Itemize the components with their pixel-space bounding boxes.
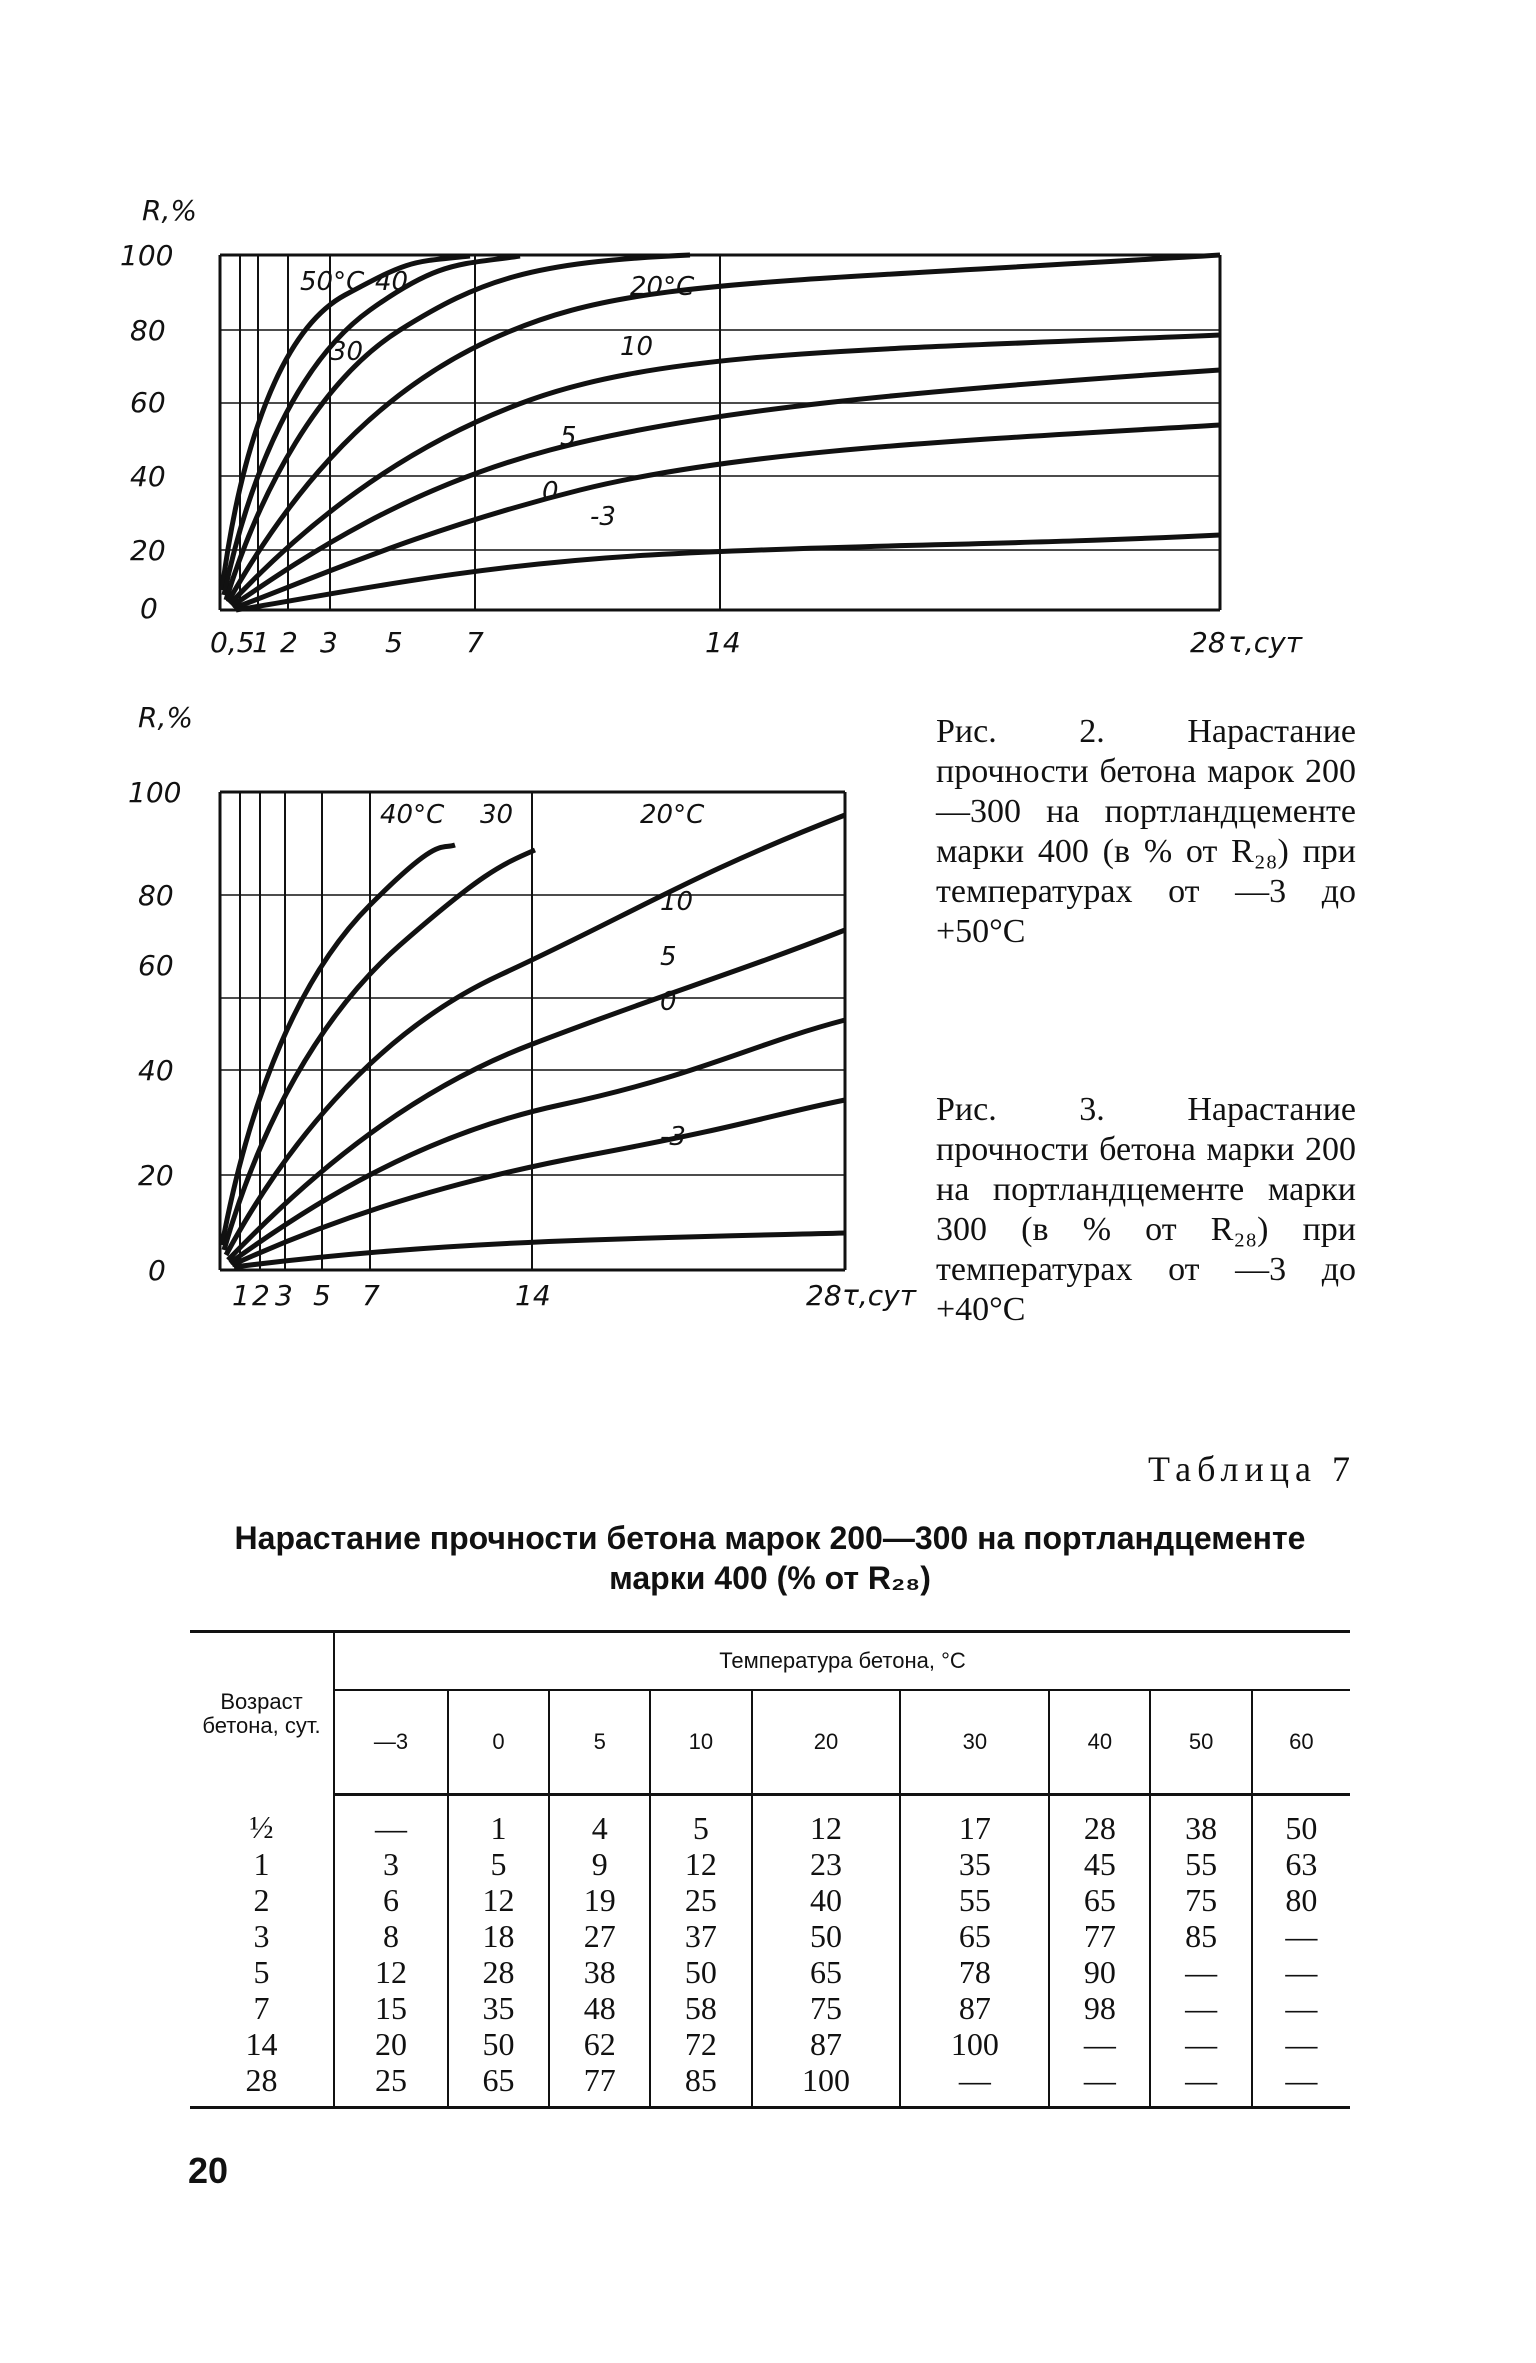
figure-3-curve-label-0: 0 <box>660 987 677 1017</box>
figure-2-y-tick-60: 60 <box>130 386 166 419</box>
figure-2-chart <box>120 190 1340 680</box>
strength-cell: — <box>1252 1954 1350 1990</box>
strength-cell: 35 <box>900 1846 1049 1882</box>
data-table <box>190 1630 1350 2109</box>
strength-cell: 12 <box>448 1882 549 1918</box>
strength-cell: — <box>1150 1990 1251 2026</box>
strength-cell: — <box>334 1795 448 1847</box>
strength-cell: — <box>1252 1918 1350 1954</box>
strength-cell: 50 <box>752 1918 901 1954</box>
figure-3-y-tick-80: 80 <box>138 879 174 912</box>
figure-2-caption: Рис. 2. Нарастание прочности бетона марок 200—300 на портландцементе марки 400 (в % от R₂₈) при температурах от —3 до +50°C <box>936 713 1356 950</box>
figure-2-y-tick-80: 80 <box>130 314 166 347</box>
figure-2-x-label: τ,сут <box>1228 626 1303 659</box>
temperature-header-row <box>190 1690 1350 1795</box>
strength-cell: 72 <box>650 2026 751 2062</box>
figure-3-curve-label-10: 10 <box>660 887 694 917</box>
figure-3-x-tick-1: 1 <box>232 1279 250 1312</box>
strength-cell: 20 <box>334 2026 448 2062</box>
age-cell: 28 <box>245 2062 278 2098</box>
figure-3-x-tick-5: 5 <box>313 1279 331 1312</box>
figure-3-y-tick-20: 20 <box>138 1159 174 1192</box>
figure-3-curve-label-40: 40°C <box>380 800 445 830</box>
strength-cell: — <box>1150 2026 1251 2062</box>
strength-cell: 65 <box>752 1954 901 1990</box>
strength-cell: 40 <box>752 1882 901 1918</box>
strength-cell: 17 <box>900 1795 1049 1847</box>
temperature-column-header: 10 <box>650 1690 751 1795</box>
strength-cell: 3 <box>334 1846 448 1882</box>
age-cell: 14 <box>245 2026 278 2062</box>
age-cell: 5 <box>253 1954 270 1990</box>
figure-2-y-label: R,% <box>142 194 197 227</box>
strength-cell: 65 <box>900 1918 1049 1954</box>
page-number: 20 <box>188 2150 229 2191</box>
figure-2-x-tick-28: 28 <box>1190 626 1226 659</box>
strength-cell: 19 <box>549 1882 650 1918</box>
strength-cell: 90 <box>1049 1954 1150 1990</box>
strength-cell: 80 <box>1252 1882 1350 1918</box>
figure-3-y-tick-100: 100 <box>128 776 182 809</box>
strength-cell: — <box>1049 2062 1150 2108</box>
figure-2-x-tick-7: 7 <box>466 626 484 659</box>
table-title: Нарастание прочности бетона марок 200—300 на портландцементе марки 400 (% от R₂₈) <box>234 1520 1306 1596</box>
figure-3-y-label: R,% <box>138 701 193 734</box>
strength-cell: — <box>1049 2026 1150 2062</box>
strength-cell: 4 <box>549 1795 650 1847</box>
strength-cell: 8 <box>334 1918 448 1954</box>
age-cell: ½ <box>249 1809 274 1846</box>
age-cell: 2 <box>253 1882 270 1918</box>
figure-2-curve-label-10: 10 <box>620 332 654 362</box>
figure-2 <box>120 190 1340 680</box>
figure-2-x-tick-3: 3 <box>320 626 338 659</box>
strength-cell: 9 <box>549 1846 650 1882</box>
figure-3-x-tick-7: 7 <box>362 1279 380 1312</box>
strength-cell: — <box>1150 1954 1251 1990</box>
strength-cell: 1 <box>448 1795 549 1847</box>
figure-3-curve-label-20: 20°C <box>640 800 705 830</box>
temperature-column-header: —3 <box>334 1690 448 1795</box>
age-cell: 3 <box>253 1918 270 1954</box>
strength-cell: 5 <box>650 1795 751 1847</box>
figure-2-y-tick-20: 20 <box>130 534 166 567</box>
strength-cell: 45 <box>1049 1846 1150 1882</box>
strength-cell: — <box>1252 2062 1350 2108</box>
curve-30 <box>226 255 690 600</box>
strength-cell: 50 <box>1252 1795 1350 1847</box>
strength-cell: 35 <box>448 1990 549 2026</box>
table-row <box>190 1954 1350 1990</box>
curve-50 <box>222 256 470 590</box>
strength-cell: 50 <box>448 2026 549 2062</box>
strength-cell: 87 <box>900 1990 1049 2026</box>
curve-30 <box>224 850 535 1250</box>
figure-2-curve-label-minus3: -3 <box>590 502 616 532</box>
figure-3-x-tick-2: 2 <box>252 1279 270 1312</box>
strength-cell: 58 <box>650 1990 751 2026</box>
curve-minus3 <box>236 535 1220 610</box>
strength-cell: 87 <box>752 2026 901 2062</box>
strength-cell: 18 <box>448 1918 549 1954</box>
strength-cell: 28 <box>1049 1795 1150 1847</box>
strength-cell: 65 <box>1049 1882 1150 1918</box>
figure-3-x-label: τ,сут <box>842 1279 917 1312</box>
temperature-column-header: 50 <box>1150 1690 1251 1795</box>
age-header: Возраст бетона, сут. <box>190 1632 334 1795</box>
strength-cell: 62 <box>549 2026 650 2062</box>
strength-cell: 55 <box>1150 1846 1251 1882</box>
strength-cell: 85 <box>1150 1918 1251 1954</box>
table-row <box>190 1846 1350 1882</box>
temperature-header: Температура бетона, °C <box>334 1632 1350 1691</box>
strength-cell: 85 <box>650 2062 751 2108</box>
age-cell: 7 <box>253 1990 270 2026</box>
curve-5 <box>232 370 1220 606</box>
temperature-column-header: 40 <box>1049 1690 1150 1795</box>
table-row <box>190 2026 1350 2062</box>
strength-cell: 12 <box>752 1795 901 1847</box>
strength-cell: — <box>900 2062 1049 2108</box>
figure-2-x-tick-1: 1 <box>252 626 270 659</box>
age-cell: 1 <box>253 1846 270 1882</box>
strength-cell: 15 <box>334 1990 448 2026</box>
strength-cell: 27 <box>549 1918 650 1954</box>
figure-3-y-tick-40: 40 <box>138 1054 174 1087</box>
table-row <box>190 2062 1350 2108</box>
figure-2-x-tick-5: 5 <box>385 626 403 659</box>
figure-2-x-tick-2: 2 <box>280 626 298 659</box>
strength-cell: — <box>1150 2062 1251 2108</box>
figure-3-chart <box>128 701 930 1312</box>
strength-cell: 25 <box>650 1882 751 1918</box>
curve-10 <box>230 335 1220 604</box>
strength-cell: 12 <box>334 1954 448 1990</box>
strength-cell: 5 <box>448 1846 549 1882</box>
figure-3-x-tick-3: 3 <box>275 1279 293 1312</box>
figure-2-curve-label-20: 20°C <box>630 272 695 302</box>
strength-cell: 25 <box>334 2062 448 2108</box>
temperature-column-header: 5 <box>549 1690 650 1795</box>
strength-cell: 77 <box>549 2062 650 2108</box>
curve-40 <box>222 845 455 1245</box>
figure-2-x-tick-14: 14 <box>705 626 741 659</box>
strength-cell: — <box>1252 2026 1350 2062</box>
figure-3-y-tick-0: 0 <box>148 1254 166 1287</box>
figure-3 <box>128 701 930 1312</box>
strength-cell: — <box>1252 1990 1350 2026</box>
temperature-column-header: 0 <box>448 1690 549 1795</box>
strength-cell: 100 <box>900 2026 1049 2062</box>
strength-cell: 12 <box>650 1846 751 1882</box>
strength-cell: 63 <box>1252 1846 1350 1882</box>
temperature-column-header: 20 <box>752 1690 901 1795</box>
strength-cell: 28 <box>448 1954 549 1990</box>
figure-2-curve-label-50: 50°C <box>300 267 365 297</box>
figure-2-curve-label-0: 0 <box>542 477 559 507</box>
figure-3-curve-label-5: 5 <box>660 942 677 972</box>
strength-cell: 6 <box>334 1882 448 1918</box>
table-row <box>190 1795 1350 1847</box>
table-row <box>190 1918 1350 1954</box>
figure-2-y-tick-40: 40 <box>130 460 166 493</box>
figure-2-y-tick-0: 0 <box>140 592 158 625</box>
temperature-column-header: 30 <box>900 1690 1049 1795</box>
figure-3-y-tick-60: 60 <box>138 949 174 982</box>
strength-cell: 75 <box>752 1990 901 2026</box>
strength-cell: 55 <box>900 1882 1049 1918</box>
strength-cell: 37 <box>650 1918 751 1954</box>
figure-2-curve-label-30: 30 <box>330 337 364 367</box>
figure-2-curve-label-40: 40 <box>375 267 409 297</box>
figure-3-x-tick-14: 14 <box>515 1279 551 1312</box>
curve-10 <box>228 930 845 1260</box>
figure-3-curve-label-minus3: -3 <box>660 1122 686 1152</box>
strength-cell: 23 <box>752 1846 901 1882</box>
figure-3-x-tick-28: 28 <box>806 1279 842 1312</box>
table-body <box>190 1795 1350 2108</box>
figure-3-grid <box>220 792 845 1270</box>
figure-3-curve-label-30: 30 <box>480 800 514 830</box>
strength-cell: 65 <box>448 2062 549 2108</box>
strength-cell: 100 <box>752 2062 901 2108</box>
figure-2-curve-label-5: 5 <box>560 422 577 452</box>
table-row <box>190 1990 1350 2026</box>
strength-cell: 78 <box>900 1954 1049 1990</box>
figure-2-y-tick-100: 100 <box>120 239 174 272</box>
table-row <box>190 1882 1350 1918</box>
figure-3-caption: Рис. 3. Нарастание прочности бетона марки 200 на портландцементе марки 300 (в % от R₂₈) при температурах от —3 до +40°C <box>936 1091 1356 1328</box>
strength-cell: 75 <box>1150 1882 1251 1918</box>
table-label: Таблица 7 <box>1148 1449 1356 1489</box>
strength-cell: 98 <box>1049 1990 1150 2026</box>
strength-cell: 50 <box>650 1954 751 1990</box>
figure-3-curves <box>222 815 845 1267</box>
strength-cell: 77 <box>1049 1918 1150 1954</box>
strength-cell: 38 <box>549 1954 650 1990</box>
strength-cell: 48 <box>549 1990 650 2026</box>
figure-2-x-tick-05: 0,5 <box>210 626 255 659</box>
strength-cell: 38 <box>1150 1795 1251 1847</box>
curve-minus3 <box>234 1233 845 1267</box>
temperature-column-header: 60 <box>1252 1690 1350 1795</box>
